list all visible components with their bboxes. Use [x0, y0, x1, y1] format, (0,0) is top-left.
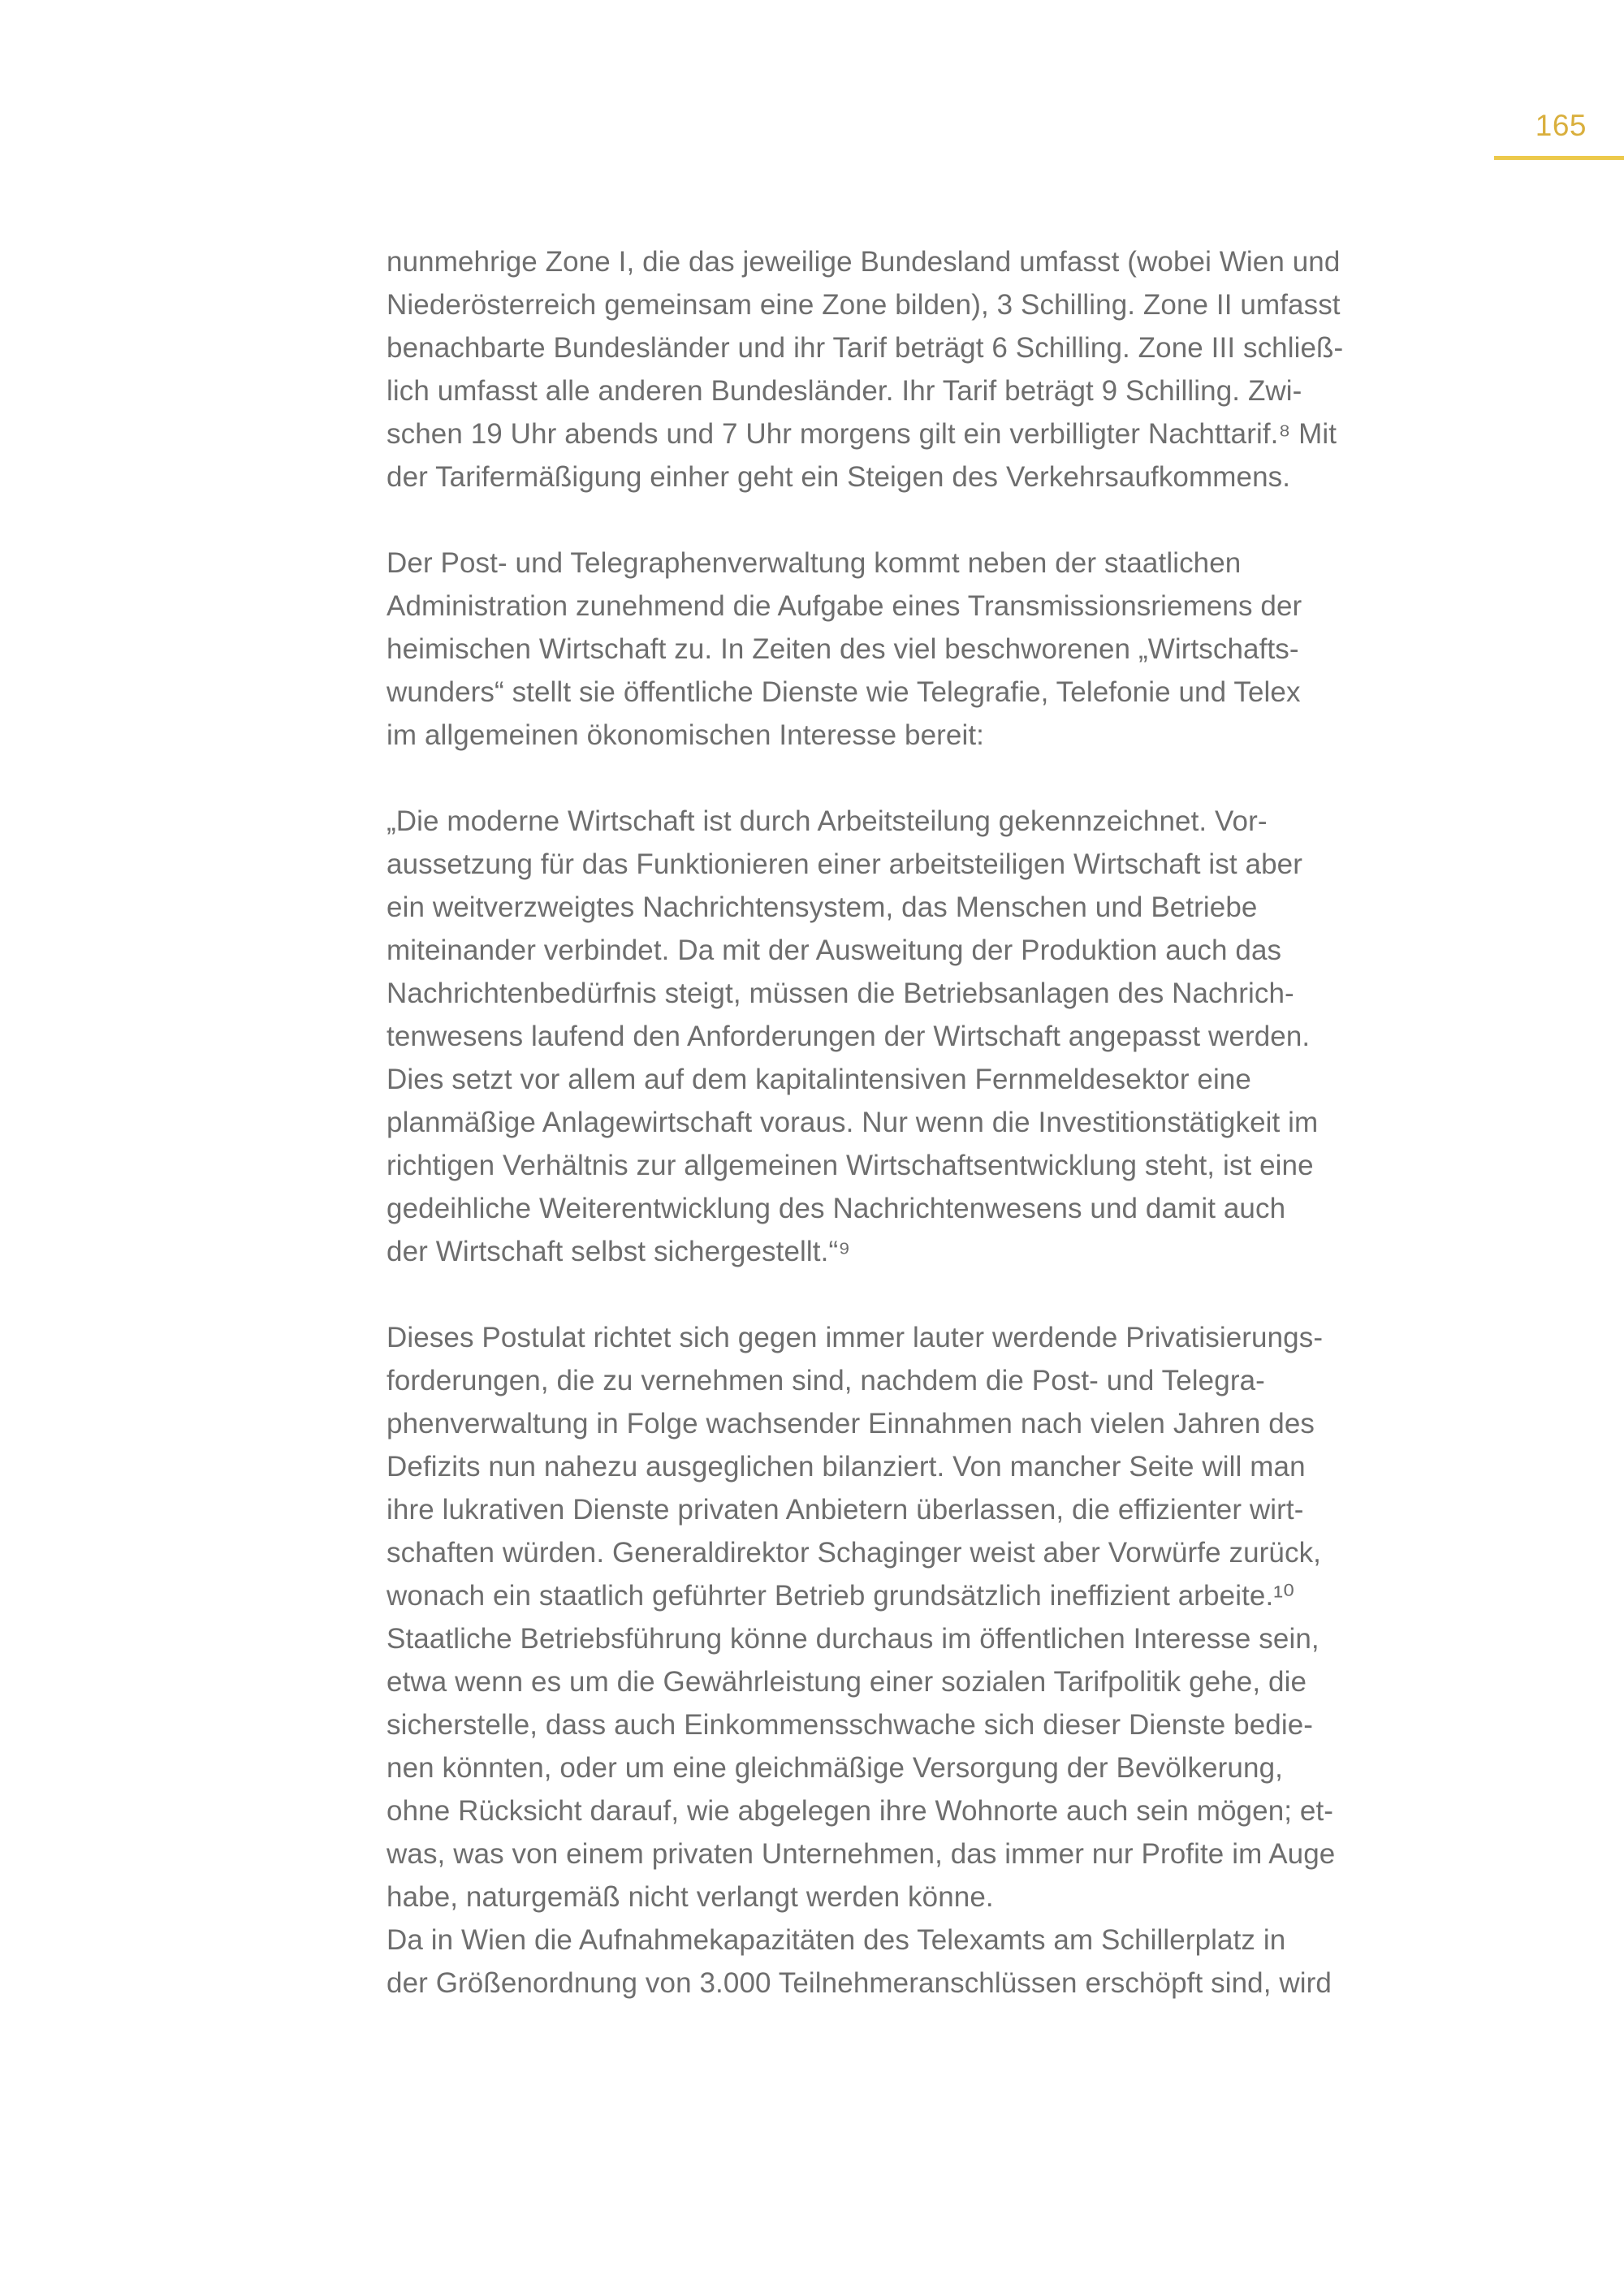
- body-paragraph: Der Post- und Telegraphenverwaltung kommt neben der staatlichen Administration zunehmend die Aufgabe eines Transmissionsriemens der heimischen Wirtschaft zu. In Zeiten des viel beschworenen „Wirtschafts- wunders“ stellt sie öffentliche Dienste wie Telegrafie, Telefonie und Telex im allgemeinen ökonomischen Interesse bereit:: [387, 547, 1302, 751]
- header-rule: [1494, 156, 1624, 160]
- body-paragraph-quote: „Die moderne Wirtschaft ist durch Arbeitsteilung gekennzeichnet. Vor- aussetzung für das Funktionieren einer arbeitsteiligen Wirtschaft ist aber ein weitverzweigtes Nachrichtensystem, das Menschen und Betriebe miteinander verbindet. Da mit der Ausweitung der Produktion auch das Nachrichtenbedürfnis steigt, müssen die Betriebsanlagen des Nachrich- tenwesens laufend den Anforderungen der Wirtschaft angepasst werden. Dies setzt vor allem auf dem kapitalintensiven Fernmeldesektor eine planmäßige Anlagewirtschaft voraus. Nur wenn die Investitionstätigkeit im richtigen Verhältnis zur allgemeinen Wirtschaftsentwicklung steht, ist eine gedeihliche Weiterentwicklung des Nachrichtenwesens und damit auch der Wirtschaft selbst sichergestellt.“⁹: [387, 805, 1319, 1267]
- page-number: 165: [1535, 109, 1587, 142]
- body-paragraph: Dieses Postulat richtet sich gegen immer lauter werdende Privatisierungs- forderungen, die zu vernehmen sind, nachdem die Post- und Telegra- phenverwaltung in Folge wachsender Einnahmen nach vielen Jahren des Defizits nun nahezu ausgeglichen bilanziert. Von mancher Seite will man ihre lukrativen Dienste privaten Anbietern überlassen, die effizienter wirt- schaften würden. Generaldirektor Schaginger weist aber Vorwürfe zurück, wonach ein staatlich geführter Betrieb grundsätzlich ineffizient arbeite.¹⁰ Staatliche Betriebsführung könne durchaus im öffentlichen Interesse sein, etwa wenn es um die Gewährleistung einer sozialen Tarifpolitik gehe, die sicherstelle, dass auch Einkommensschwache sich dieser Dienste bedie- nen könnten, oder um eine gleichmäßige Versorgung der Bevölkerung, ohne Rücksicht darauf, wie abgelegen ihre Wohnorte auch sein mögen; et- was, was von einem privaten Unternehmen, das immer nur Profite im Auge habe, naturgemäß nicht verlangt werden könne. Da in Wien die Aufnahmekapazitäten des Telexamts am Schillerplatz in der Größenordnung von 3.000 Teilnehmeranschlüssen erschöpft sind, wird: [387, 1322, 1336, 1999]
- body-paragraph: nunmehrige Zone I, die das jeweilige Bundesland umfasst (wobei Wien und Niederösterreich gemeinsam eine Zone bilden), 3 Schilling. Zone II umfasst benachbarte Bundesländer und ihr Tarif beträgt 6 Schilling. Zone III schließ- lich umfasst alle anderen Bundesländer. Ihr Tarif beträgt 9 Schilling. Zwi- schen 19 Uhr abends und 7 Uhr morgens gilt ein verbilligter Nachttarif.⁸ Mit der Tarifermäßigung einher geht ein Steigen des Verkehrsaufkommens.: [387, 246, 1344, 493]
- body-text: [387, 240, 1556, 2005]
